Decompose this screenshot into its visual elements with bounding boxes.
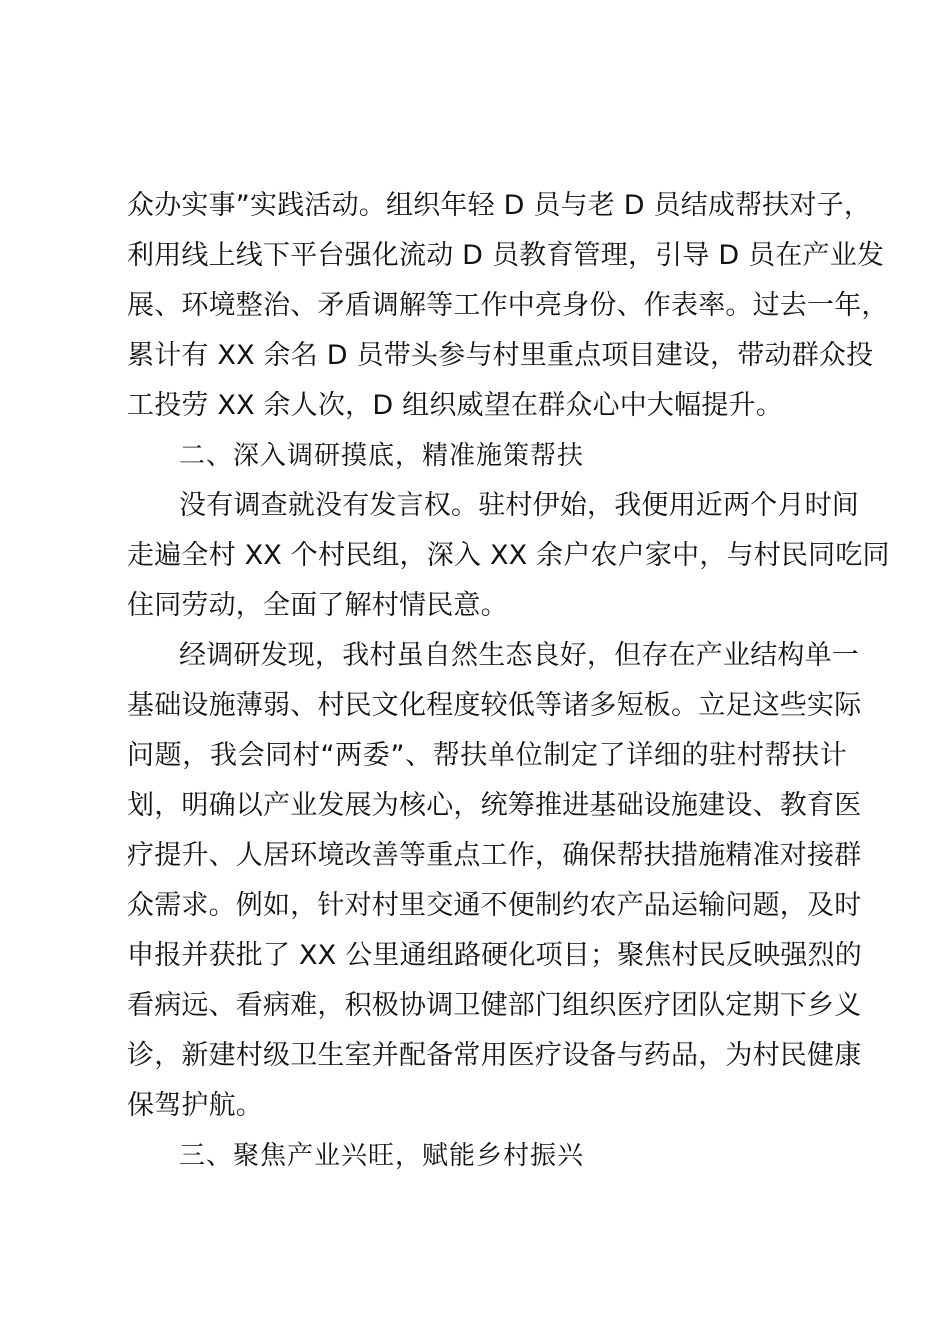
paragraph-line: 展、环境整治、矛盾调解等工作中亮身份、作表率。过去一年， <box>127 290 889 321</box>
paragraph-line: 累计有 XX 余名 D 员带头参与村里重点项目建设，带动群众投 <box>127 340 874 371</box>
paragraph-line: 走遍全村 XX 个村民组，深入 XX 余户农户家中，与村民同吃同 <box>127 540 890 571</box>
paragraph-line: 诊，新建村级卫生室并配备常用医疗设备与药品，为村民健康 <box>127 1040 862 1071</box>
paragraph-line: 问题，我会同村“两委”、帮扶单位制定了详细的驻村帮扶计 <box>127 740 847 771</box>
paragraph-line: 众需求。例如，针对村里交通不便制约农产品运输问题，及时 <box>127 890 862 921</box>
section-heading: 三、聚焦产业兴旺，赋能乡村振兴 <box>179 1141 585 1171</box>
paragraph-line: 疗提升、人居环境改善等重点工作，确保帮扶措施精准对接群 <box>127 840 862 871</box>
paragraph-line: 众办实事”实践活动。组织年轻 D 员与老 D 员结成帮扶对子， <box>127 190 872 221</box>
paragraph-line: 经调研发现，我村虽自然生态良好，但存在产业结构单一 <box>179 640 859 671</box>
paragraph-line: 利用线上线下平台强化流动 D 员教育管理，引导 D 员在产业发 <box>127 240 885 271</box>
paragraph-line: 基础设施薄弱、村民文化程度较低等诸多短板。立足这些实际 <box>127 690 862 721</box>
paragraph-line: 申报并获批了 XX 公里通组路硬化项目；聚焦村民反映强烈的 <box>127 940 862 971</box>
paragraph-line: 划，明确以产业发展为核心，统筹推进基础设施建设、教育医 <box>127 790 862 821</box>
paragraph-line: 保驾护航。 <box>127 1090 263 1121</box>
paragraph-line: 没有调查就没有发言权。驻村伊始，我便用近两个月时间 <box>179 490 859 521</box>
paragraph-line: 看病远、看病难，积极协调卫健部门组织医疗团队定期下乡义 <box>127 990 862 1021</box>
paragraph-line: 住同劳动，全面了解村情民意。 <box>127 590 508 621</box>
section-heading: 二、深入调研摸底，精准施策帮扶 <box>179 441 585 471</box>
paragraph-line: 工投劳 XX 余人次，D 组织威望在群众心中大幅提升。 <box>127 390 783 421</box>
